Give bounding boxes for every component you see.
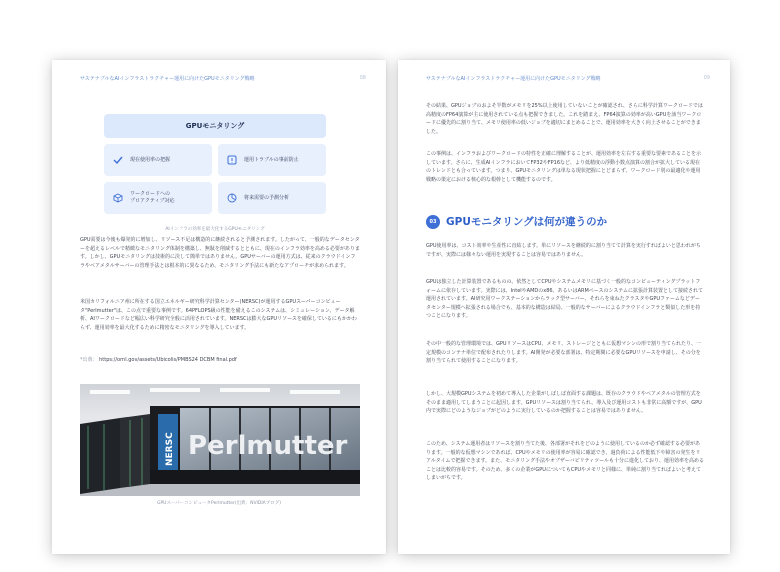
running-header-text: サステナブルなAIインフラストラクチャー運用に向けたGPUモニタリング戦略 <box>426 76 601 82</box>
alert-icon <box>226 154 238 166</box>
paragraph: このため、システム運用者はリソースを割り当てた後、各部署がそれをどのように使用しているのか必ず確認する必要があります。一般的な仮想マシンであれば、CPUやメモリの使用率が容易に確認でき、過負荷による性能低下や障害の発生をリアルタイムで把握できます。また、モニタリング手法やオブザーバビリティツールも十分に進化しており、運用効率を高めることは比較的容易です。そのため、多くの企業がGPUについてもCPUやメモリと同様に、単純に割り当てればよいと考えてしまいがちです。 <box>426 441 705 481</box>
diagram-title: GPUモニタリング <box>104 114 326 138</box>
diagram-item-proactive <box>104 182 212 214</box>
page-number: 09 <box>703 75 710 81</box>
section-heading <box>426 214 607 229</box>
running-header-text: サステナブルなAIインフラストラクチャー運用に向けたGPUモニタリング戦略 <box>80 76 255 82</box>
supercomputer-photo <box>80 384 360 496</box>
document-page-right <box>398 60 730 554</box>
running-header <box>80 75 366 82</box>
chart-icon <box>226 192 238 204</box>
paragraph: この事例は、インフラおよびワークロードの特性を正確に理解することが、運用効率を左右する重要な要素であることを示しています。さらに、生成AIインフラにおいてFP32やFP16など、より低精度の浮動小数点演算の割合が拡大している現在のトレンドとも合っています。つまり、GPUモニタリングは単なる現状把握にとどまらず、ワークロード別の最適化や運用戦略の策定における核心的な根幹として機能するのです。 <box>426 151 702 183</box>
diagram-item-label: 運用トラブルの事前防止 <box>244 156 299 163</box>
page-number: 08 <box>359 75 366 81</box>
diagram-item-usage <box>104 144 212 176</box>
document-page-left <box>52 60 386 554</box>
cube-icon <box>112 192 124 204</box>
perlmutter-image <box>80 384 360 496</box>
paragraph: 米国カリフォルニア州に所在する国立エネルギー研究科学計算センター(NERSC)が運用するGPUスーパーコンピュータ"Perlmutter"は、この点で重要な事例です。64PFLOPS級の性能を備えるこのシステムは、シミュレーション、データ解析、AIワークロードなど幅広い科学研究全般に活用されています。NERSCは膨大なGPUリソースを確保しているにもかかわらず、運用効率を最大化するために精密なモニタリングを導入しています。 <box>80 299 357 331</box>
svg-text:NERSC: NERSC <box>165 432 175 466</box>
section-title: GPUモニタリングは何が違うのか <box>446 216 608 228</box>
diagram-item-label: ワークロードへの プロアクティブ対応 <box>130 191 175 204</box>
diagram-item-label: 将来需要の予測分析 <box>244 194 290 201</box>
diagram-item-forecast <box>218 182 326 214</box>
paragraph: その中一般的な管理環境では、GPUリソースはCPU、メモリ、ストレージとともに仮想マシンの形で割り当てられたり、一定規模のコンテナ単位で配布されたりします。AI開発が必要な部署は、特定期間に必要なGPUリソースを申請し、その分を割り当てられて使用することになります。 <box>426 341 701 364</box>
paragraph: しかし、大規模GPUシステムを初めて導入した企業がしばしば直面する課題は、既存のクラウドやベアメタルの管理方式をそのまま適用してしまうことに起因します。GPUリソースは割り当てられ、導入及び運用コストも非常に高額ですが、GPU内で実際にどのようなジョブがどのように実行しているのか把握することは容易ではありません。 <box>426 391 702 414</box>
photo-caption: GPUスーパーコンピュータPerlmutter(出典：NVIDIAブログ) <box>156 501 281 506</box>
source-note <box>80 356 360 365</box>
check-icon <box>112 154 124 166</box>
diagram-item-prevention <box>218 144 326 176</box>
source-label: *出典： <box>80 357 98 363</box>
diagram-item-label: 現在使用率の把握 <box>130 156 171 163</box>
paragraph: その結果、GPUジョブのおよそ半数がメモリを25%以上使用していないことが確認され、さらに科学計算ワークロードでは高精度のFP64演算が主に使用されている点も把握できました。これを踏まえ、FP64演算の効率が高いGPUを該当ワークロードに優先的に割り当て、メモリ使用率の低いジョブを適切にまとめることで、運用効率を大きく向上させることができました。 <box>426 103 703 135</box>
section-number-badge: 03 <box>426 215 440 229</box>
paragraph: GPU使用率は、コスト効率や生産性に直結します。単にリソースを継続的に割り当てて計算を実行すればよいと思われがちですが、実際には様々ない運用を実現することは容易ではありません。 <box>426 243 701 258</box>
running-header <box>426 75 710 82</box>
paragraph: GPUは独立した計算装置であるものの、依然としてCPUやシステムメモリに基づく一般的なコンピューティングプラットフォームに依存しています。実際には、IntelやAMDのx86、あるいはARMベースのシステムに拡張計算装置として接続されて運用されています。AI研究用ワークステーションからラック型サーバー、それらを束ねたクラスタやGPUファームなどデータセンター規模へ拡張される場合でも、基本的な構造は結局、一般的なサーバーによるクラウドインフラと類似した形を持つことになります。 <box>426 279 704 319</box>
photo-lettering: Perlmutter <box>188 431 348 461</box>
source-link[interactable]: https://ornl.gov/assets/Ubicolis/PMBS24 DCBM final.pdf <box>99 357 237 363</box>
diagram-caption: AIインフラの効率を最大化するGPUモニタリング <box>165 227 265 232</box>
paragraph: GPU需要は今後も爆発的に増加し、リソース不足は構造的に継続されると予測されます。したがって、一般的なデータセンターを超えるレベルで精緻なモニタリング体制を構築し、無駄を削減するとともに、現在のインフラ効率を高める必要があります。しかし、GPUモニタリングは技術的に決して簡単ではありません。GPUサーバーの運用方式は、従来のクラウドインフラやベアメタルサーバーの管理手法とは根本的に異なるため、モニタリング手法にも新たなアプローチが求められます。 <box>80 237 360 269</box>
